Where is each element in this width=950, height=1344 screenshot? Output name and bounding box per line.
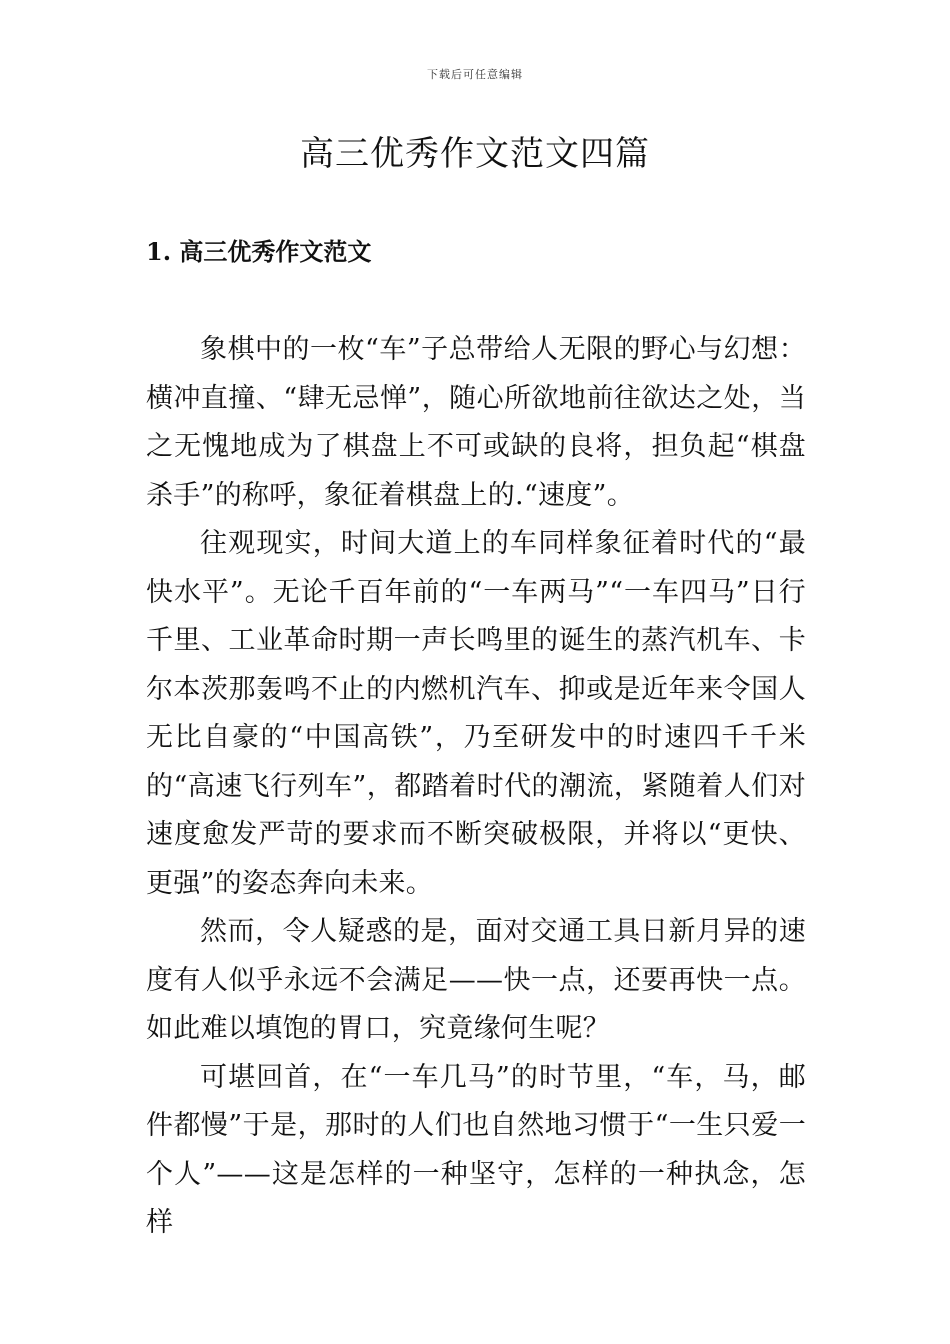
paragraph-1: 象棋中的一枚“车”子总带给人无限的野心与幻想：横冲直撞、“肆无忌惮”，随心所欲地前往欲达之处，当之无愧地成为了棋盘上不可或缺的良将，担负起“棋盘杀手”的称呼，象征着棋盘上的.“速度”。	[146, 334, 806, 511]
header-note: 下载后可任意编辑	[427, 68, 523, 81]
paragraph-4: 可堪回首，在“一车几马”的时节里，“车，马，邮件都慢”于是，那时的人们也自然地习惯于“一生只爱一个人”——这是怎样的一种坚守，怎样的一种执念，怎样	[146, 1061, 806, 1238]
paragraph-2: 往观现实，时间大道上的车同样象征着时代的“最快水平”。无论千百年前的“一车两马”“一车四马”日行千里、工业革命时期一声长鸣里的诞生的蒸汽机车、卡尔本茨那轰鸣不止的内燃机汽车、抑或是近年来令国人无比自豪的“中国高铁”，乃至研发中的时速四千千米的“高速飞行列车”，都踏着时代的潮流，紧随着人们对速度愈发严苛的要求而不断突破极限，并将以“更快、更强”的姿态奔向未来。	[146, 528, 806, 899]
document-title: 高三优秀作文范文四篇	[300, 134, 650, 174]
paragraph-3: 然而，令人疑惑的是，面对交通工具日新月异的速度有人似乎永远不会满足——快一点，还要再快一点。如此难以填饱的胃口，究竟缘何生呢？	[146, 916, 806, 1044]
essay-body	[146, 326, 806, 1248]
section-heading: 1. 高三优秀作文范文	[146, 237, 372, 266]
